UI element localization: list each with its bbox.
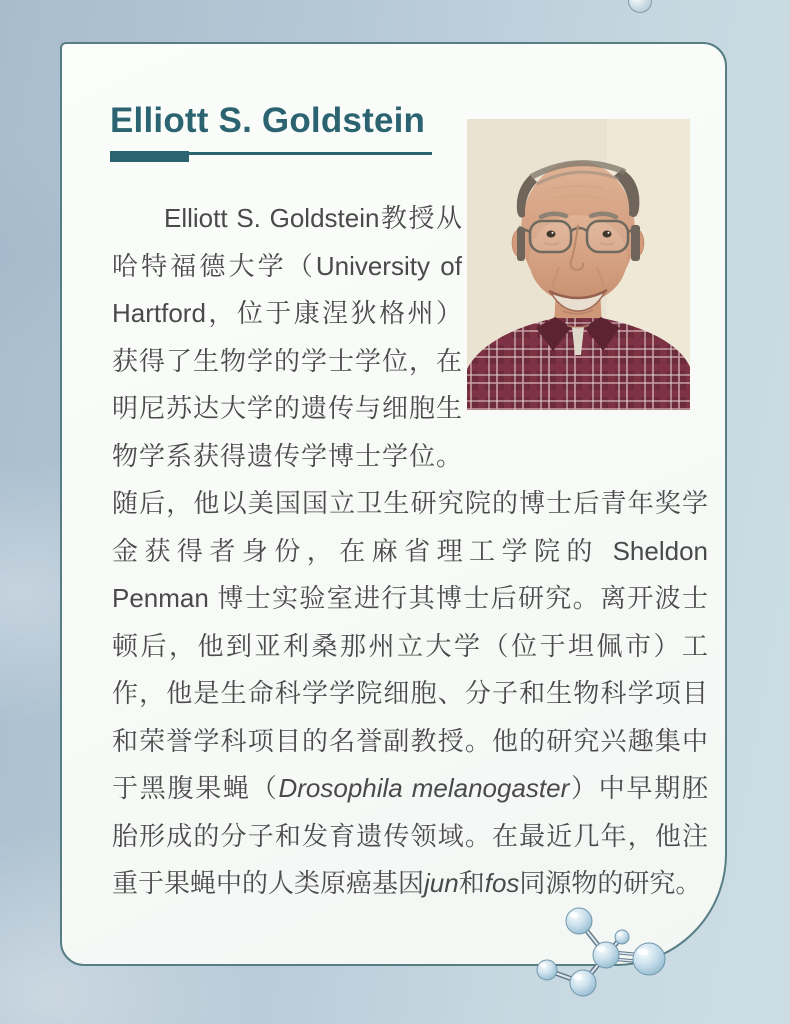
title-underline (110, 151, 432, 162)
photo-wrap-spacer (462, 195, 708, 433)
bio-section (112, 195, 708, 908)
title-underline-thick (110, 151, 189, 162)
molecule-icon (520, 895, 690, 1024)
bubble-icon (628, 0, 652, 13)
bio-text: Elliott S. Goldstein教授从哈特福德大学（University of Hartford，位于康涅狄格州）获得了生物学的学士学位，在明尼苏达大学的遗传与细胞生物学系获得遗传学博士学位。随后，他以美国国立卫生研究院的博士后青年奖学金获得者身份，在麻省理工学院的 Sheldon Penman 博士实验室进行其博士后研究。离开波士顿后，他到亚利桑那州立大学（位于坦佩市）工作，他是生命科学学院细胞、分子和生物科学项目和荣誉学科项目的名誉副教授。他的研究兴趣集中于黑腹果蝇（Drosophila melanogaster）中早期胚胎形成的分子和发育遗传领域。在最近几年，他注重于果蝇中的人类原癌基因jun和fos同源物的研究。 (112, 203, 708, 898)
page-title: Elliott S. Goldstein (110, 101, 426, 140)
bio-card (60, 42, 727, 966)
